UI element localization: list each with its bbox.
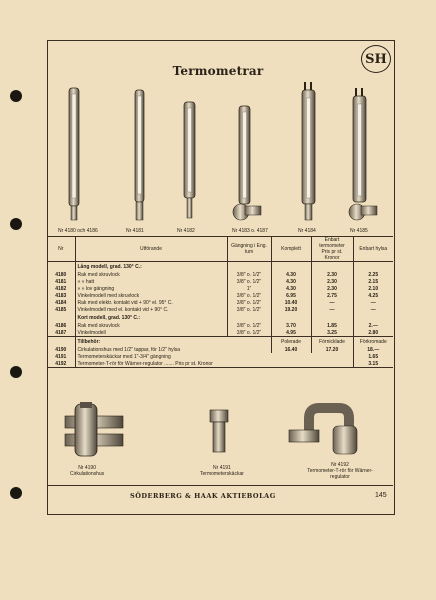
table-row: 4183 Vinkelmodell med skruvlock 3/8" o. 1/2" 6.95 2.75 4.25 [47,292,393,299]
thermometer-4183-image [233,106,261,220]
caption-4182: Nr 4182 [177,228,195,234]
col-utforande: Utförande [75,237,227,262]
col-gangning: Gängning i Eng. tum [227,237,271,262]
caption-4192: Nr 4192 Termometer-T-rör för Wärner-regulator [307,462,373,480]
table-row: 4191 Termometerskäckar med 1"-3/4" gängning 1.65 [47,353,393,360]
table-row: 4186 Rak med skruvlock 3/8" o. 1/2" 3.70 1.85 2.— [47,322,393,329]
page-number: 145 [375,492,387,499]
binder-hole [10,90,22,102]
price-table [47,236,393,368]
binder-hole [10,366,22,378]
caption-4185: Nr 4185 [350,228,368,234]
table-row: 4192 Termometer-T-rör för Wärner-regulator ....... Pris pr st. Kronor 3.15 [47,360,393,368]
caption-4184: Nr 4184 [298,228,316,234]
col-forkromade: Förkromade [353,337,393,347]
section-long-model: Lång modell, grad. 130° C.: [75,262,227,272]
footer-divider [47,485,393,486]
binder-hole [10,218,22,230]
table-row: 4187 Vinkelmodell 3/8" o. 1/2" 4.95 3.25 2.80 [47,329,393,337]
company-logo: SH [361,45,391,73]
table-row: 4182 » » lov gängning 1" 4.30 2.30 2.10 [47,285,393,292]
thermometer-4185-image [349,88,377,220]
thermometer-sleeve-image [210,410,228,452]
thermometer-4182-image [184,102,195,218]
thermometer-illustrations [47,80,393,240]
col-fornicklade: Förnicklade [311,337,353,347]
caption-4181: Nr 4181 [126,228,144,234]
thermometer-4184-image [302,82,315,220]
company-name: SÖDERBERG & HAAK AKTIEBOLAG [130,492,276,500]
table-row: 4184 Rak med elektr. kontakt vid + 90° el. 95° C. 3/8" o. 1/2" 10.40 — — [47,299,393,306]
caption-4180: Nr 4180 och 4186 [58,228,98,234]
section-short-model: Kort modell, grad. 130° C.: [75,313,227,322]
table-row: 4190 Cirkulationshus med 1/2" tappar, för 1/2" hylsa 16.40 17.20 18.— [47,346,393,353]
thermometer-4180-image [69,88,79,220]
thermometer-4181-image [135,90,144,220]
section-tillbehor: Tillbehör: [75,337,271,347]
caption-4183: Nr 4183 o. 4187 [232,228,268,234]
col-komplett: Komplett [271,237,311,262]
caption-4191: Nr 4191 Termometerskäckar [200,465,244,477]
table-row: 4185 Vinkelmodell med el. kontakt vid + 90° C. 3/8" o. 1/2" 19.20 — — [47,306,393,313]
col-enbart-hylsa: Enbart hylsa [353,237,393,262]
table-row: 4180 Rak med skruvlock 3/8" o. 1/2" 4.30 2.30 2.25 [47,271,393,278]
pris-label: Pris pr st. Kronor [321,249,343,261]
col-polerade: Polerade [271,337,311,347]
binder-hole [10,487,22,499]
enbart-termometer-label: Enbart termometer [319,237,345,249]
circulation-housing-image [65,402,123,456]
col-enbart-termometer [311,237,353,262]
col-nr: Nr [47,237,75,262]
table-row: 4181 » » hatt 3/8" o. 1/2" 4.30 2.30 2.15 [47,278,393,285]
t-pipe-image [289,408,357,454]
caption-4190: Nr 4190 Cirkulationshus [70,465,105,477]
page-title: Termometrar [172,64,264,78]
